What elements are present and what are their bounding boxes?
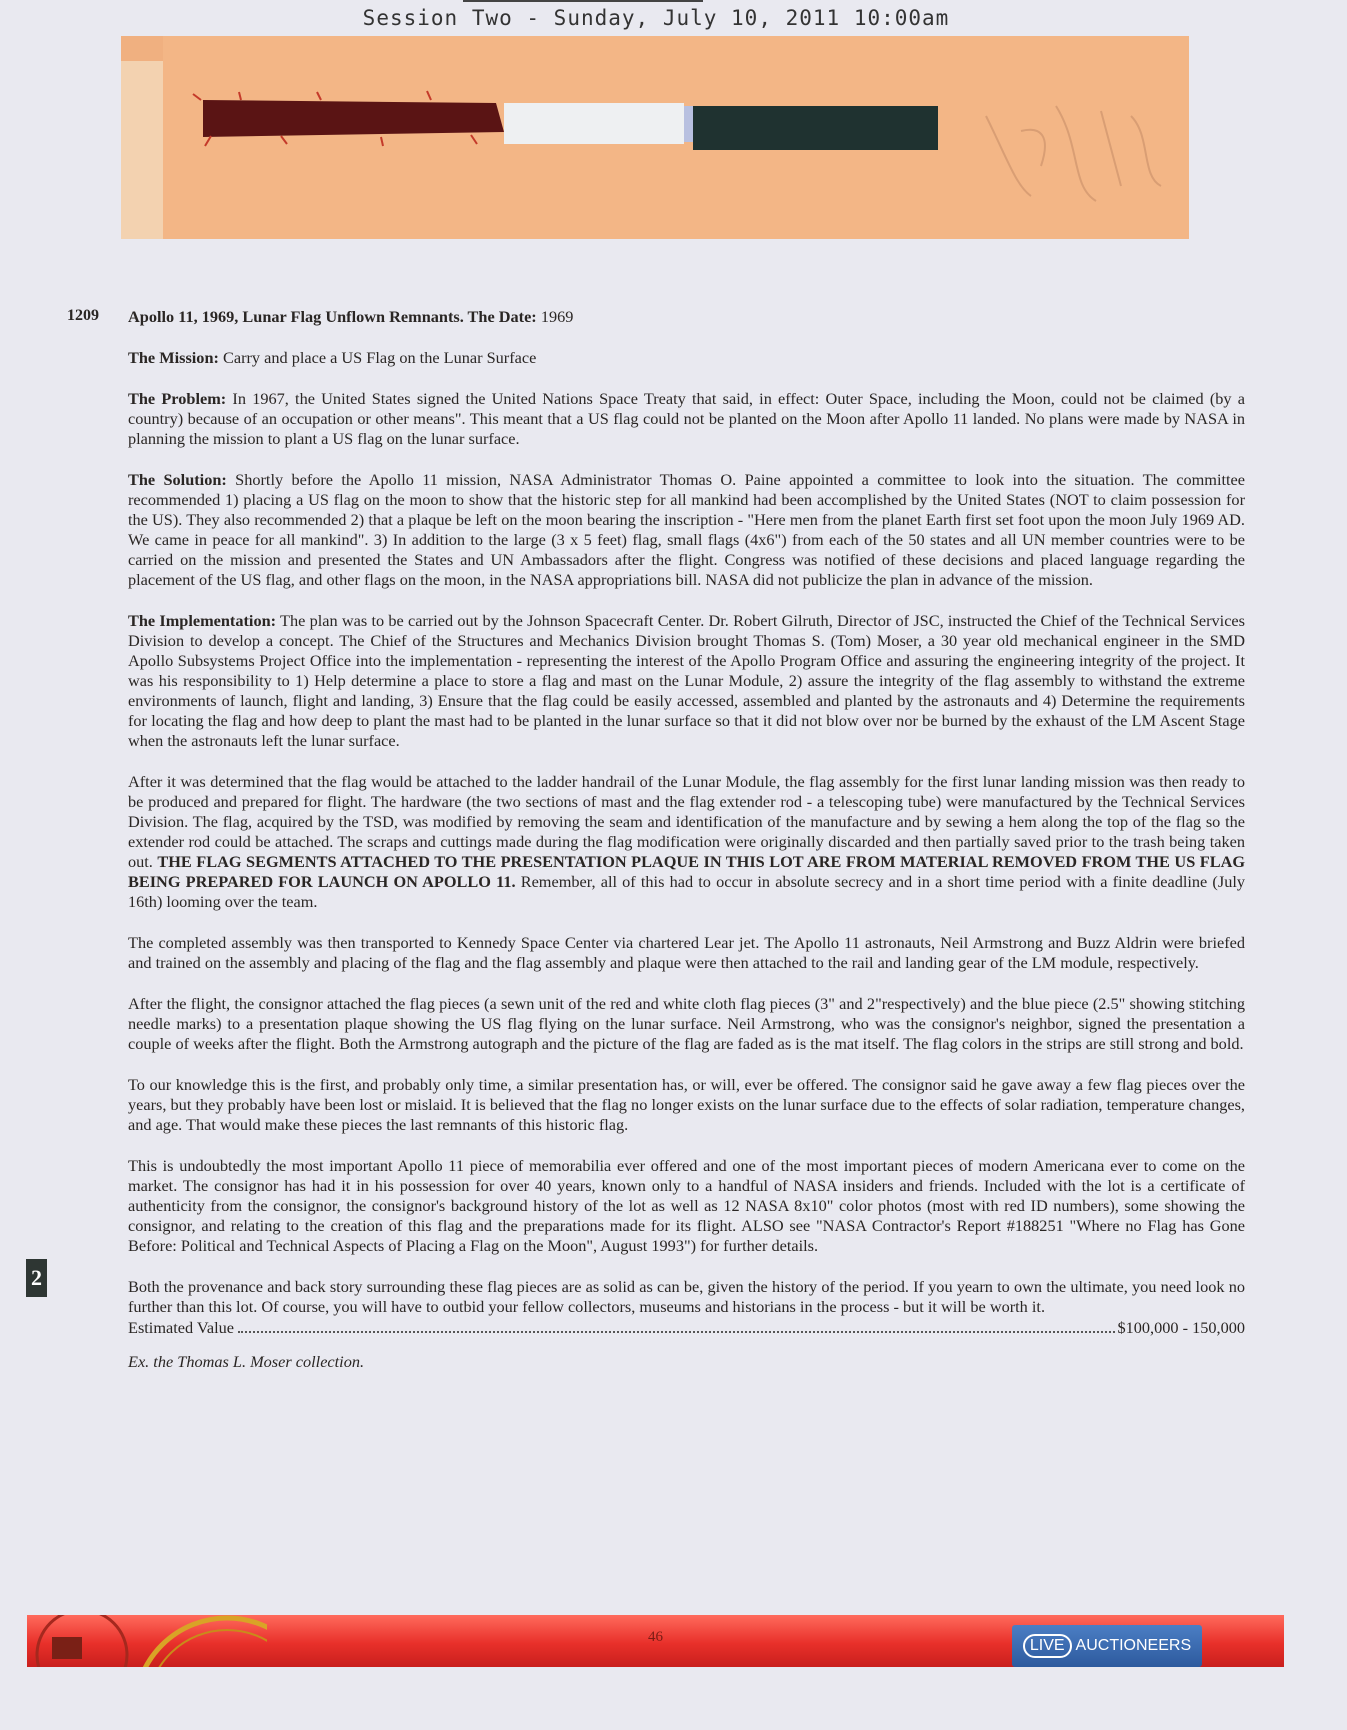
problem-paragraph	[128, 389, 1245, 449]
estimate-value: $100,000 - 150,000	[1117, 1318, 1245, 1337]
assembly-paragraph	[128, 772, 1245, 912]
implementation-label: The Implementation:	[128, 611, 277, 630]
logo-auctioneers-text: AUCTIONEERS	[1075, 1637, 1192, 1654]
assembly-bold-text: THE FLAG SEGMENTS ATTACHED TO THE PRESENTATION PLAQUE IN THIS LOT ARE FROM MATERIAL REMOVED FROM THE US FLAG BEING PREPARED FOR LAUNCH ON APOLLO 11.	[128, 852, 1245, 891]
lot-number: 1209	[67, 307, 99, 324]
after-flight-paragraph: After the flight, the consignor attached the flag pieces (a sewn unit of the red and white cloth flag pieces (3" and 2"respectively) and the blue piece (2.5" showing stitching needle marks) to a presentation plaque showing the US flag flying on the lunar surface. Neil Armstrong, who was the consignor's neighbor, signed the presentation a couple of weeks after the flight. Both the Armstrong autograph and the picture of the flag are faded as is the mat itself. The flag colors in the strips are still strong and bold.	[128, 994, 1245, 1053]
assembly-end-text: Remember, all of this had to occur in absolute secrecy and in a short time period with a finite deadline (July 16th) looming over the team.	[128, 872, 1245, 911]
live-auctioneers-logo	[1012, 1625, 1202, 1667]
knowledge-paragraph: To our knowledge this is the first, and probably only time, a similar presentation has, or will, ever be offered. The consignor said he gave away a few flag pieces over the years, but they probably have been lost or mislaid. It is believed that the flag no longer exists on the lunar surface due to the effects of solar radiation, temperature changes, and age. That would make these pieces the last remnants of this historic flag.	[128, 1075, 1245, 1134]
lot-date: 1969	[540, 307, 574, 326]
estimate-leader-dots	[238, 1331, 1116, 1333]
lot-title: Apollo 11, 1969, Lunar Flag Unflown Remnants. The Date:	[128, 307, 537, 326]
solution-paragraph	[128, 470, 1245, 590]
estimate-label: Estimated Value	[128, 1318, 234, 1337]
flag-piece-white	[504, 103, 684, 144]
flag-piece-blue	[693, 106, 938, 150]
provenance-credit: Ex. the Thomas L. Moser collection.	[128, 1352, 365, 1371]
problem-text: In 1967, the United States signed the United Nations Space Treaty that said, in effect: Outer Space, including the Moon, could not be claimed (by a country) because of an occupation or other means". This meant that a US flag could not be planted on the Moon after Apollo 11 landed. No plans were made by NASA in planning the mission to plant a US flag on the lunar surface.	[128, 389, 1245, 448]
liberty-seal-icon	[27, 1615, 267, 1667]
mission-paragraph	[128, 348, 1245, 368]
logo-live-text: LIVE	[1023, 1634, 1072, 1658]
mission-text: Carry and place a US Flag on the Lunar Surface	[223, 348, 537, 367]
problem-label: The Problem:	[128, 389, 227, 408]
flag-piece-red	[203, 100, 504, 137]
flag-remnants-photo	[121, 36, 1189, 239]
implementation-paragraph	[128, 611, 1245, 751]
lot-description	[128, 307, 1245, 1372]
section-tab: 2	[26, 1259, 47, 1297]
importance-paragraph: This is undoubtedly the most important Apollo 11 piece of memorabilia ever offered and one of the most important pieces of modern Americana ever to come on the market. The consignor has had it in his possession for over 40 years, known only to a handful of NASA insiders and friends. Included with the lot is a certificate of authenticity from the consignor, the consignor's background history of the lot as well as 12 NASA 8x10" color photos (most with red ID numbers), some showing the consignor, and relating to the creation of this flag and the preparations made for its flight. ALSO see "NASA Contractor's Report #188251 "Where no Flag has Gone Before: Political and Technical Aspects of Placing a Flag on the Moon", August 1993") for further details.	[128, 1156, 1245, 1255]
provenance-paragraph: Both the provenance and back story surrounding these flag pieces are as solid as can be, given the history of the period. If you yearn to own the ultimate, you need look no further than this lot. Of course, you will have to outbid your fellow collectors, museums and historians in the process - but it will be worth it.	[128, 1277, 1245, 1316]
mission-label: The Mission:	[128, 348, 219, 367]
transport-paragraph: The completed assembly was then transported to Kennedy Space Center via chartered Lear jet. The Apollo 11 astronauts, Neil Armstrong and Buzz Aldrin were briefed and trained on the assembly and placing of the flag and the flag assembly and plaque were then attached to the rail and landing gear of the LM module, respectively.	[128, 933, 1245, 972]
solution-text: Shortly before the Apollo 11 mission, NASA Administrator Thomas O. Paine appointed a committee to look into the situation. The committee recommended 1) placing a US flag on the moon to show that the historic step for all mankind had been accomplished by the United States (NOT to claim possession for the US). They also recommended 2) that a plaque be left on the moon bearing the inscription - "Here men from the planet Earth first set foot upon the moon July 1969 AD. We came in peace for all mankind". 3) In addition to the large (3 x 5 feet) flag, small flags (4x6") from each of the 50 states and all UN member countries were to be carried on the mission and presented the States and UN Ambassadors after the flight. Congress was notified of these decisions and placed language regarding the placement of the US flag, and other flags on the moon, in the NASA appropriations bill. NASA did not publicize the plan in advance of the mission.	[128, 470, 1245, 589]
session-title: Session Two - Sunday, July 10, 2011 10:00am	[362, 6, 950, 30]
assembly-text: After it was determined that the flag would be attached to the ladder handrail of the Lunar Module, the flag assembly for the first lunar landing mission was then ready to be produced and prepared for flight. The hardware (the two sections of mast and the flag extender rod - a telescoping tube) were manufactured by the Technical Services Division. The flag, acquired by the TSD, was modified by removing the seam and identification of the manufacture and by sewing a hem along the top of the flag so the extender rod could be attached. The scraps and cuttings made during the flag modification were originally discarded and then partially saved prior to the trash being taken out.	[128, 772, 1245, 871]
page-number: 46	[648, 1629, 663, 1645]
mat-corner	[121, 36, 163, 61]
estimate-line	[128, 1318, 1245, 1338]
solution-label: The Solution:	[128, 470, 227, 489]
implementation-text: The plan was to be carried out by the Johnson Spacecraft Center. Dr. Robert Gilruth, Director of JSC, instructed the Chief of the Technical Services Division to develop a concept. The Chief of the Structures and Mechanics Division brought Thomas S. (Tom) Moser, a 30 year old mechanical engineer in the SMD Apollo Subsystems Project Office into the implementation - representing the interest of the Apollo Program Office and assuring the engineering integrity of the project. It was his responsibility to 1) Help determine a place to store a flag and mast on the Lunar Module, 2) assure the integrity of the flag assembly to withstand the extreme environments of launch, flight and landing, 3) Ensure that the flag could be easily accessed, assembled and planted by the astronauts and 4) Determine the requirements for locating the flag and how deep to plant the mast had to be planted in the lunar surface so that it did not blow over nor be burned by the exhaust of the LM Ascent Stage when the astronauts left the lunar surface.	[128, 611, 1245, 750]
lot-title-line	[128, 307, 1245, 327]
header-rule	[463, 0, 703, 2]
